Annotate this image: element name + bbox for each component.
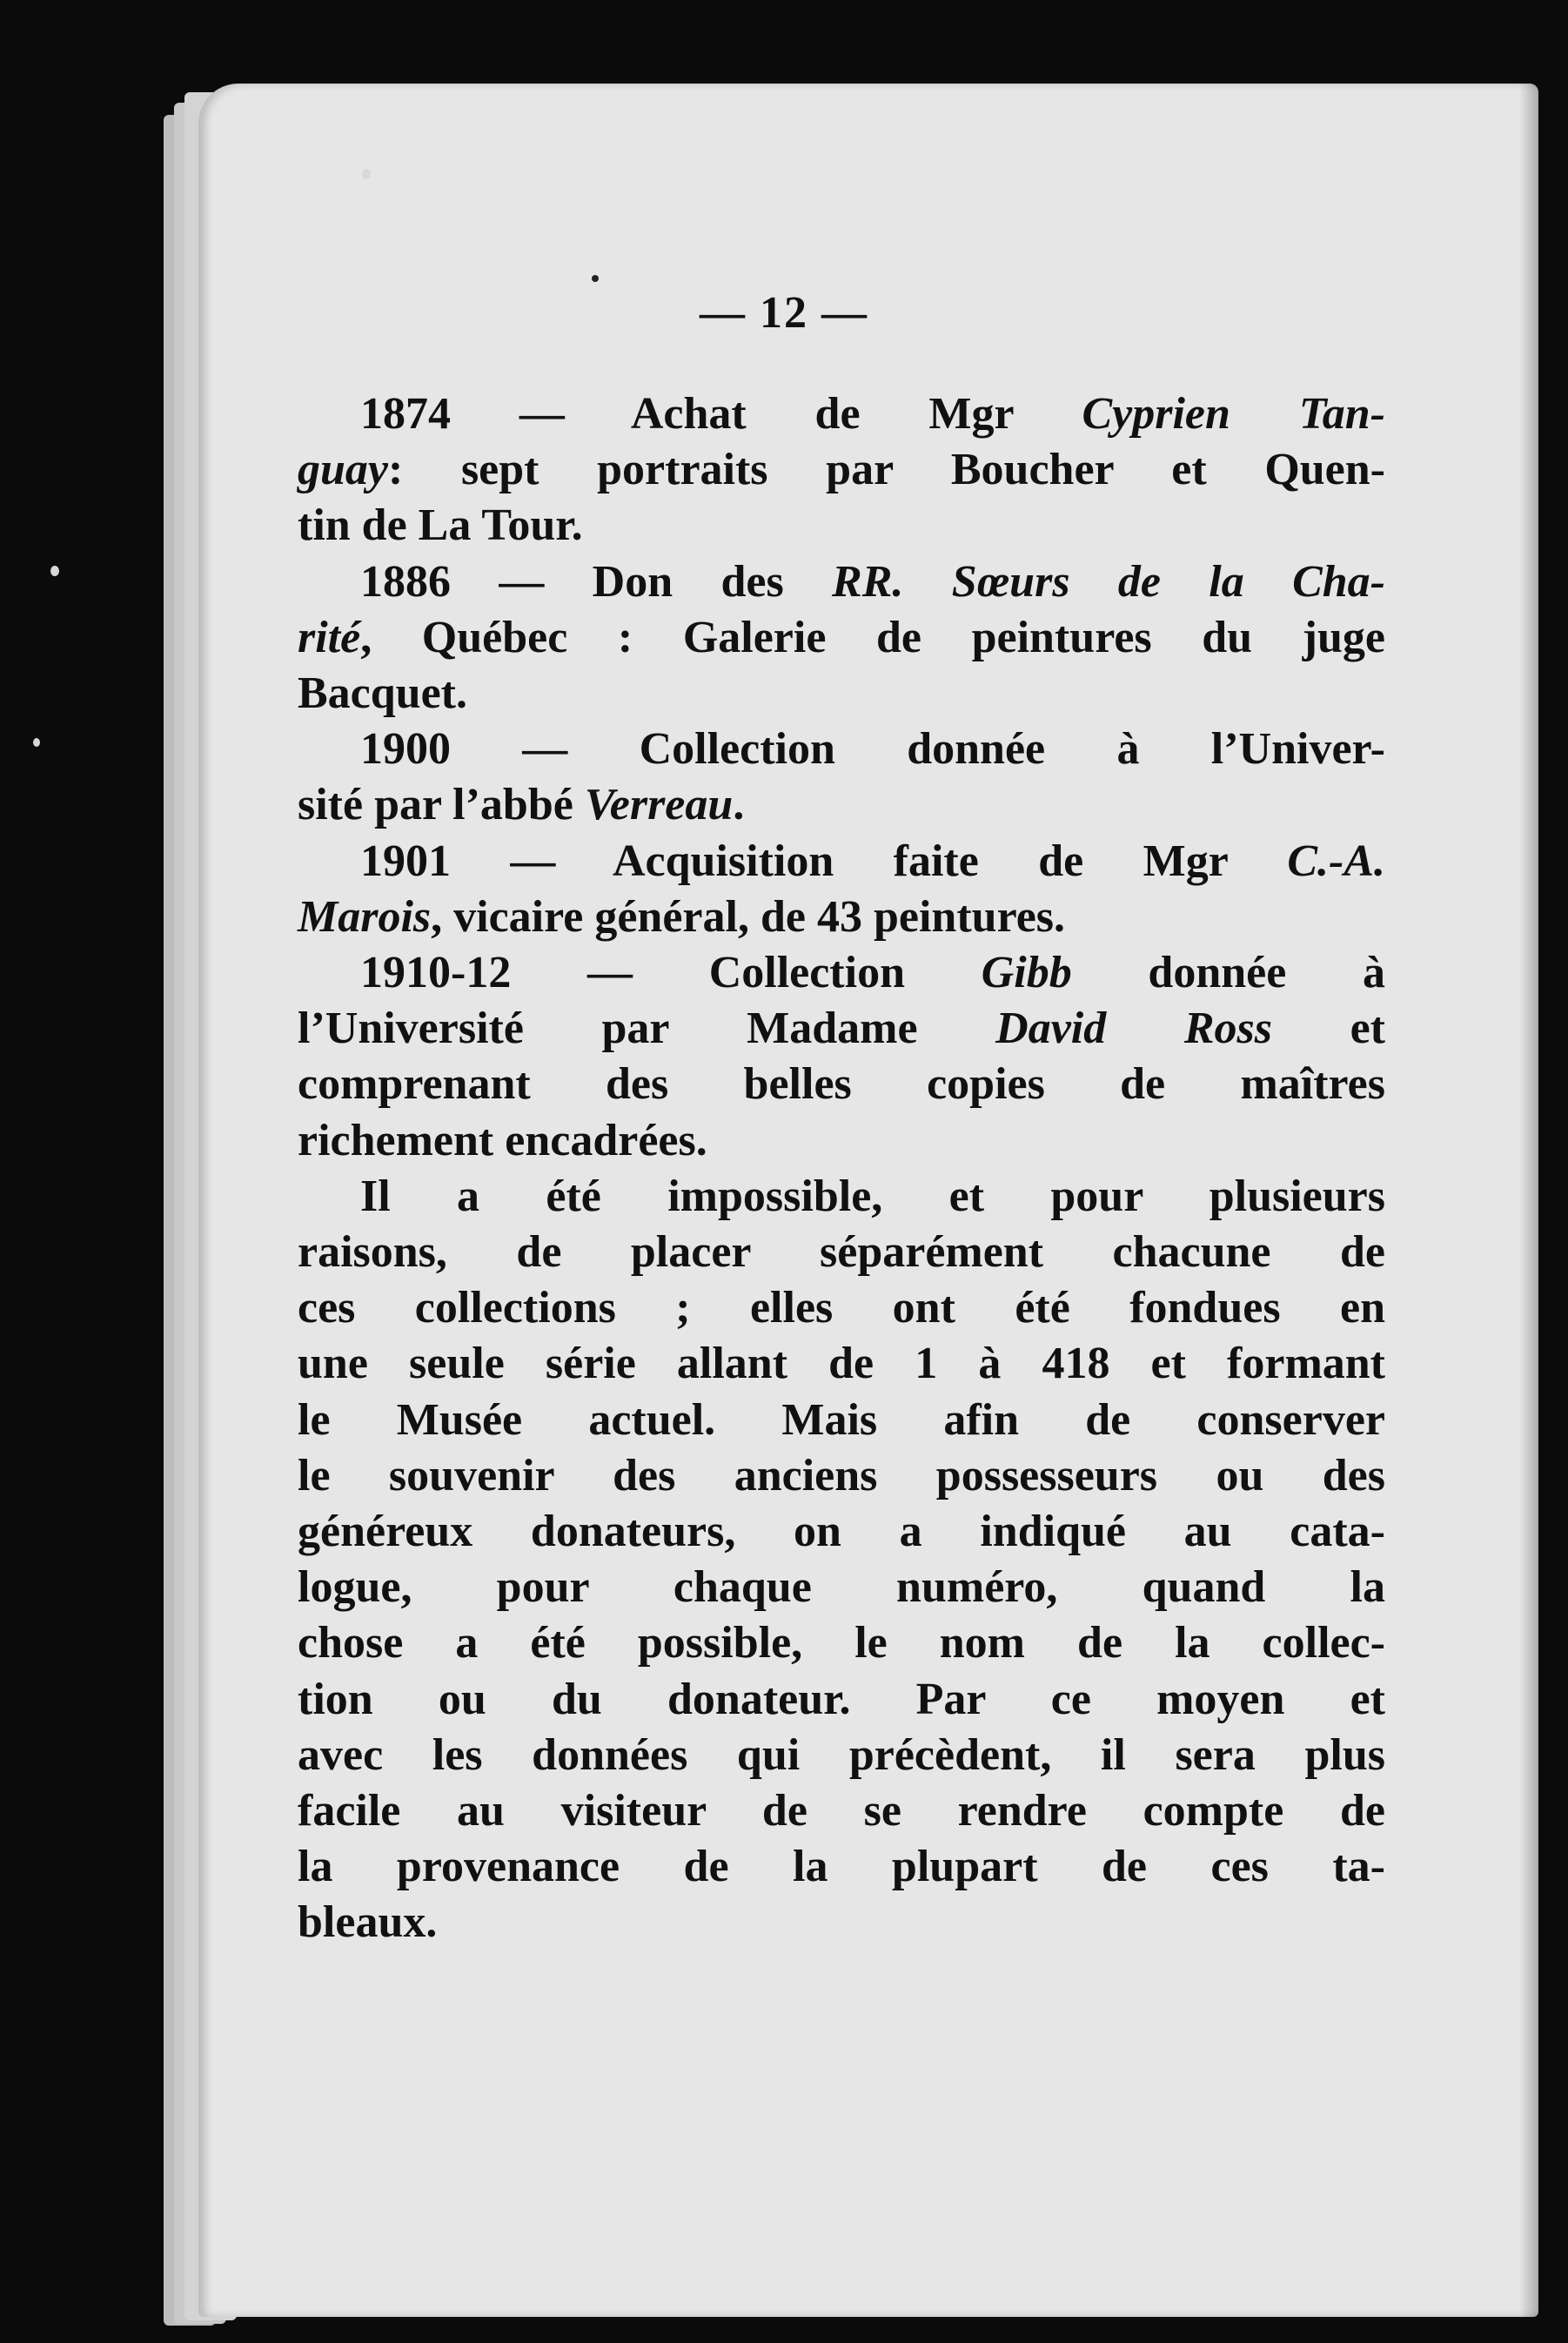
text-line: Marois, vicaire général, de 43 peintures. [298,891,1066,942]
text-line: 1874 — Achat de Mgr Cyprien Tan- [360,389,1385,439]
italic-text: Gibb [981,948,1072,998]
text-line: logue, pour chaque numéro, quand la [298,1562,1385,1613]
italic-text: guay [298,445,388,495]
paragraph [298,386,1385,554]
text-line: le souvenir des anciens possesseurs ou des [298,1450,1385,1500]
text-line: chose a été possible, le nom de la collec- [298,1618,1385,1668]
speck-decoration [33,738,40,747]
text-line: guay: sept portraits par Boucher et Quen- [298,445,1385,495]
italic-text: Marois [298,891,432,942]
text-line: Il a été impossible, et pour plusieurs [360,1171,1385,1221]
text-line: tin de La Tour. [298,500,583,551]
italic-text: rité [298,612,361,662]
text-line: la provenance de la plupart de ces ta- [298,1842,1385,1892]
text-line: 1886 — Don des RR. Sœurs de la Cha- [360,556,1385,607]
text-line: une seule série allant de 1 à 418 et formant [298,1339,1385,1389]
text-line: l’Université par Madame David Ross et [298,1004,1385,1054]
text-line: Bacquet. [298,668,467,719]
text-line: sité par l’abbé Verreau. [298,780,745,830]
italic-text: RR. Sœurs de la Cha- [832,556,1385,607]
italic-text: Cyprien Tan- [1082,389,1385,439]
paragraph [298,722,1385,833]
text-line: ces collections ; elles ont été fondues en [298,1283,1385,1333]
text-line: raisons, de placer séparément chacune de [298,1227,1385,1278]
text-line: rité, Québec : Galerie de peintures du juge [298,612,1385,662]
paragraph [298,554,1385,722]
text-line: bleaux. [298,1897,438,1948]
italic-text: C.-A. [1287,836,1385,886]
text-line: facile au visiteur de se rendre compte de [298,1786,1385,1836]
text-line: le Musée actuel. Mais afin de conserver [298,1394,1385,1445]
speck-decoration [592,275,599,282]
text-line: avec les données qui précèdent, il sera plus [298,1729,1385,1780]
text-line: tion ou du donateur. Par ce moyen et [298,1674,1385,1724]
italic-text: Verreau [584,780,734,830]
paragraph [298,1169,1385,1951]
paragraph [298,945,1385,1169]
body-text [298,386,1385,1951]
text-line: généreux donateurs, on a indiqué au cata- [298,1507,1385,1557]
page-shadow [1519,84,1538,2317]
text-line: 1910-12 — Collection Gibb donnée à [360,948,1386,998]
text-line: richement encadrées. [298,1115,707,1165]
text-line: comprenant des belles copies de maîtres [298,1059,1385,1110]
text-line: 1901 — Acquisition faite de Mgr C.-A. [360,836,1385,886]
italic-text: David Ross [995,1004,1272,1054]
paragraph [298,834,1385,945]
speck-decoration [362,169,371,179]
text-line: 1900 — Collection donnée à l’Univer- [360,724,1385,775]
page-number: — 12 — [700,288,868,338]
speck-decoration [50,566,59,576]
